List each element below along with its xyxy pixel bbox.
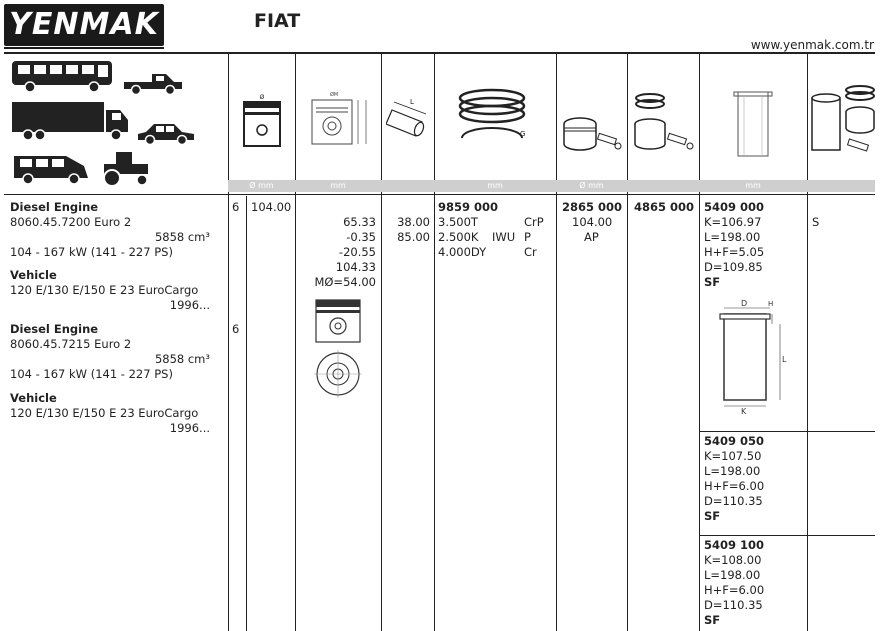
row-divider	[699, 431, 875, 432]
ring-type: CrP	[524, 215, 544, 229]
piston-icon	[240, 92, 284, 152]
piston-set-icon	[630, 92, 696, 158]
liner-l: L=198.00	[704, 230, 761, 244]
liner-sf: SF	[704, 509, 721, 523]
liner-l: L=198.00	[704, 464, 761, 478]
header-rule	[4, 52, 875, 54]
cylinder-count: 6	[232, 200, 240, 214]
vehicle-title: Vehicle	[10, 391, 57, 405]
piston-dimension-icon	[302, 88, 376, 150]
engine-cc: 5858 cm³	[154, 230, 210, 244]
liner-kit-icon	[808, 84, 876, 162]
ring-variant: IWU	[492, 230, 516, 244]
piston-dim: -20.55	[338, 245, 376, 259]
piston-diameter: 104.00	[251, 200, 292, 214]
col-divider	[295, 54, 296, 631]
tractor-icon	[96, 148, 156, 188]
vehicle-year: 1996...	[169, 298, 210, 312]
liner-hf: H+F=5.05	[704, 245, 765, 259]
ring-size: 2.500K	[438, 230, 479, 244]
vehicle-title: Vehicle	[10, 268, 57, 282]
ring-size: 3.500T	[438, 215, 478, 229]
liner-code: 5409 050	[704, 434, 765, 448]
liner-sf: SF	[704, 275, 721, 289]
row-divider	[699, 535, 875, 536]
unit-pin: mm	[330, 181, 346, 190]
liner-k: K=107.50	[704, 449, 762, 463]
liner-dimension-drawing	[714, 298, 794, 416]
set-code: 4865 000	[634, 200, 695, 214]
car-icon	[136, 120, 196, 146]
svg-text:K: K	[741, 407, 747, 416]
unit-liner: mm	[745, 181, 761, 190]
ring-type: Cr	[524, 245, 537, 259]
svg-text:D: D	[741, 299, 748, 308]
vehicle-model: 120 E/130 E/150 E 23 EuroCargo	[10, 406, 199, 420]
svg-text:L: L	[410, 98, 414, 106]
engine-code: 8060.45.7200 Euro 2	[10, 215, 132, 229]
col-divider	[434, 54, 435, 631]
kit-type: AP	[584, 230, 599, 244]
svg-text:L: L	[782, 355, 787, 364]
liner-sf: SF	[704, 613, 721, 627]
last-col-value: S	[812, 215, 820, 229]
vehicle-year: 1996...	[169, 421, 210, 435]
engine-title: Diesel Engine	[10, 200, 99, 214]
unit-rings: mm	[487, 181, 503, 190]
engine-cc: 5858 cm³	[154, 352, 210, 366]
liner-hf: H+F=6.00	[704, 583, 765, 597]
engine-power: 104 - 167 kW (141 - 227 PS)	[10, 367, 173, 381]
engine-code: 8060.45.7215 Euro 2	[10, 337, 132, 351]
truck-icon	[10, 100, 132, 144]
liner-l: L=198.00	[704, 568, 761, 582]
piston-top-drawing	[312, 350, 364, 398]
piston-pin-icon	[386, 96, 432, 152]
ring-type: P	[524, 230, 531, 244]
col-divider	[246, 196, 247, 631]
rings-code: 9859 000	[438, 200, 499, 214]
pin-length: 85.00	[397, 230, 430, 244]
table-header-rule	[4, 194, 875, 195]
cylinder-count: 6	[232, 322, 240, 336]
logo-underline	[4, 47, 164, 49]
col-divider	[699, 54, 700, 631]
col-divider	[381, 54, 382, 631]
van-icon	[10, 150, 92, 186]
yenmak-logo: YENMAK	[4, 4, 164, 46]
liner-hf: H+F=6.00	[704, 479, 765, 493]
liner-k: K=108.00	[704, 553, 762, 567]
piston-dim: 104.33	[335, 260, 376, 274]
svg-text:Ø: Ø	[259, 94, 265, 101]
liner-code: 5409 000	[704, 200, 765, 214]
svg-text:H: H	[768, 300, 774, 308]
piston-dim: 65.33	[343, 215, 376, 229]
liner-d: D=110.35	[704, 494, 763, 508]
liner-k: K=106.97	[704, 215, 762, 229]
piston-kit-icon	[560, 110, 624, 158]
liner-d: D=109.85	[704, 260, 763, 274]
bus-icon	[10, 58, 115, 94]
ring-size: 4.000DY	[438, 245, 487, 259]
engine-title: Diesel Engine	[10, 322, 99, 336]
kit-code: 2865 000	[562, 200, 623, 214]
piston-dim: -0.35	[346, 230, 376, 244]
engine-power: 104 - 167 kW (141 - 227 PS)	[10, 245, 173, 259]
vehicle-model: 120 E/130 E/150 E 23 EuroCargo	[10, 283, 199, 297]
piston-dim: MØ=54.00	[314, 275, 376, 289]
col-divider	[556, 54, 557, 631]
col-divider	[627, 54, 628, 631]
pin-diameter: 38.00	[397, 215, 430, 229]
brand-title: FIAT	[254, 10, 301, 32]
svg-text:G: G	[520, 130, 526, 138]
liner-code: 5409 100	[704, 538, 765, 552]
kit-diameter: 104.00	[572, 215, 613, 229]
unit-piston: Ø mm	[249, 181, 274, 190]
piston-side-drawing	[310, 296, 366, 346]
pickup-icon	[122, 70, 184, 96]
piston-rings-icon	[452, 86, 538, 152]
website-url[interactable]: www.yenmak.com.tr	[750, 38, 874, 52]
liner-d: D=110.35	[704, 598, 763, 612]
cylinder-liner-icon	[728, 82, 778, 162]
unit-pinpos: Ø mm	[579, 181, 604, 190]
col-divider	[228, 54, 229, 631]
svg-text:ØM: ØM	[330, 92, 339, 98]
